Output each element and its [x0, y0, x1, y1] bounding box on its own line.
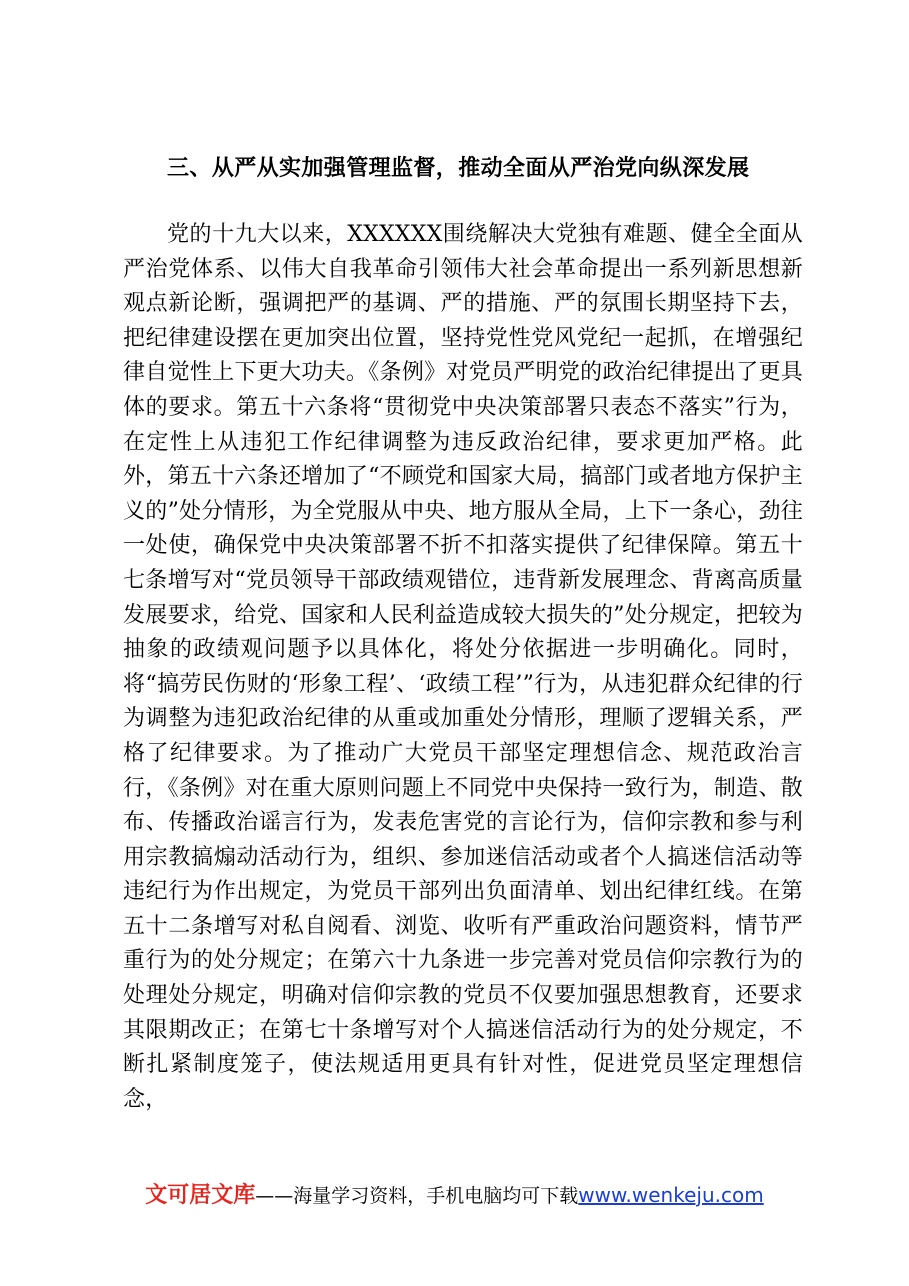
footer-brand: 文可居文库 [145, 1183, 256, 1208]
footer-tagline: ——海量学习资料，手机电脑均可下载 [255, 1185, 579, 1207]
section-heading: 三、从严从实加强管理监督，推动全面从严治党向纵深发展 [167, 156, 750, 181]
footer-site-link[interactable]: www.wenkeju.com [578, 1183, 764, 1207]
footer-banner [0, 1181, 909, 1210]
body-paragraph: 党的十九大以来，XXXXXX围绕解决大党独有难题、健全全面从严治党体系、以伟大自我革命引领伟大社会革命提出一系列新思想新观点新论断，强调把严的基调、严的措施、严的氛围长期坚持下去，把纪律建设摆在更加突出位置，坚持党性党风党纪一起抓，在增强纪律自觉性上下更大功夫。《条例》对党员严明党的政治纪律提出了更具体的要求。第五十六条将“贯彻党中央决策部署只表态不落实”行为，在定性上从违犯工作纪律调整为违反政治纪律，要求更加严格。此外，第五十六条还增加了“不顾党和国家大局，搞部门或者地方保护主义的”处分情形，为全党服从中央、地方服从全局，上下一条心，劲往一处使，确保党中央决策部署不折不扣落实提供了纪律保障。第五十七条增写对“党员领导干部政绩观错位，违背新发展理念、背离高质量发展要求，给党、国家和人民利益造成较大损失的”处分规定，把较为抽象的政绩观问题予以具体化，将处分依据进一步明确化。同时，将“搞劳民伤财的‘形象工程’、‘政绩工程’”行为，从违犯群众纪律的行为调整为违犯政治纪律的从重或加重处分情形，理顺了逻辑关系，严格了纪律要求。为了推动广大党员干部坚定理想信念、规范政治言行，《条例》对在重大原则问题上不同党中央保持一致行为，制造、散布、传播政治谣言行为，发表危害党的言论行为，信仰宗教和参与利用宗教搞煽动活动行为，组织、参加迷信活动或者个人搞迷信活动等违纪行为作出规定，为党员干部列出负面清单、划出纪律红线。在第五十二条增写对私自阅看、浏览、收听有严重政治问题资料，情节严重行为的处分规定；在第六十九条进一步完善对党员信仰宗教行为的处理处分规定，明确对信仰宗教的党员不仅要加强思想教育，还要求其限期改正；在第七十条增写对个人搞迷信活动行为的处分规定，不断扎紧制度笼子，使法规适用更具有针对性，促进党员坚定理想信念， [123, 222, 803, 1112]
